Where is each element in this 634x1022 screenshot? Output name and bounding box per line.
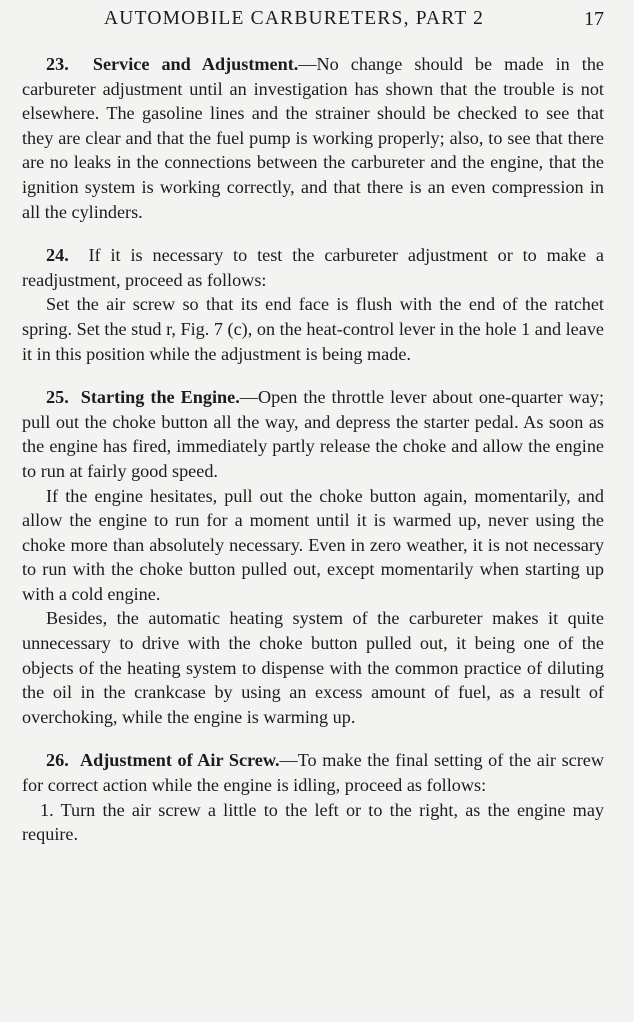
paragraph-text: —No change should be made in the carbureter adjustment until an investigation has shown that the trouble is not elsewhere. The gasoline lines and the strainer should be checked to see that they are clear and that the fuel pump is working properly; also, to see that there are no leaks in the connections between the carbureter and the engine, that the ignition system is working correctly, and that there is an even compression in all the cylinders. bbox=[22, 54, 604, 222]
section-24 bbox=[22, 243, 604, 366]
section-23-paragraph-1 bbox=[22, 52, 604, 224]
running-header bbox=[22, 6, 604, 34]
section-heading: Adjustment of Air Screw. bbox=[79, 750, 280, 771]
section-25-paragraph-3: Besides, the automatic heating system of the carbureter makes it quite unnecessary to drive with the choke button pulled out, it being one of the objects of the heating system to dispense with the common practice of diluting the oil in the crankcase by using an excess amount of fuel, as a result of overchoking, while the engine is warming up. bbox=[22, 608, 604, 727]
header-title: AUTOMOBILE CARBURETERS, PART 2 bbox=[104, 8, 485, 29]
section-heading: Service and Adjustment. bbox=[92, 54, 299, 74]
section-26-list-item-1: 1. Turn the air screw a little to the left or to the right, as the engine may require. bbox=[22, 799, 604, 845]
section-25 bbox=[22, 385, 604, 729]
section-number: 25. bbox=[46, 387, 69, 408]
section-number: 26. bbox=[46, 750, 69, 771]
section-24-paragraph-2: Set the air screw so that its end face is flush with the end of the ratchet spring. Set the stud r, Fig. 7 (c), on the heat-control lever in the hole 1 and leave it in this position while the adjustment is being made. bbox=[22, 294, 604, 364]
section-26-paragraph-1 bbox=[22, 748, 604, 797]
paragraph-text: If it is necessary to test the carbureter adjustment or to make a readjustment, proceed as follows: bbox=[22, 245, 604, 290]
section-heading: Starting the Engine. bbox=[80, 387, 240, 408]
section-25-paragraph-1 bbox=[22, 385, 604, 483]
section-number: 24. bbox=[46, 245, 69, 266]
page-number: 17 bbox=[584, 8, 604, 30]
paragraph-text: —To make the final setting of the air screw for correct action while the engine is idling, proceed as follows: bbox=[22, 750, 604, 796]
section-number: 23. bbox=[46, 54, 69, 74]
section-26 bbox=[22, 748, 604, 846]
section-23 bbox=[22, 52, 604, 224]
section-25-paragraph-2: If the engine hesitates, pull out the choke button again, momentarily, and allow the engine to run for a moment until it is warmed up, never using the choke more than absolutely necessary. Even in zero weather, it is not necessary to run with the choke button pulled out, except momentarily when starting up with a cold engine. bbox=[22, 485, 604, 604]
section-24-paragraph-1 bbox=[22, 243, 604, 292]
paragraph-text: —Open the throttle lever about one-quarter way; pull out the choke button all the way, and depress the starter pedal. As soon as the engine has fired, immediately partly release the choke and allow the engine to run at fairly good speed. bbox=[22, 387, 605, 481]
